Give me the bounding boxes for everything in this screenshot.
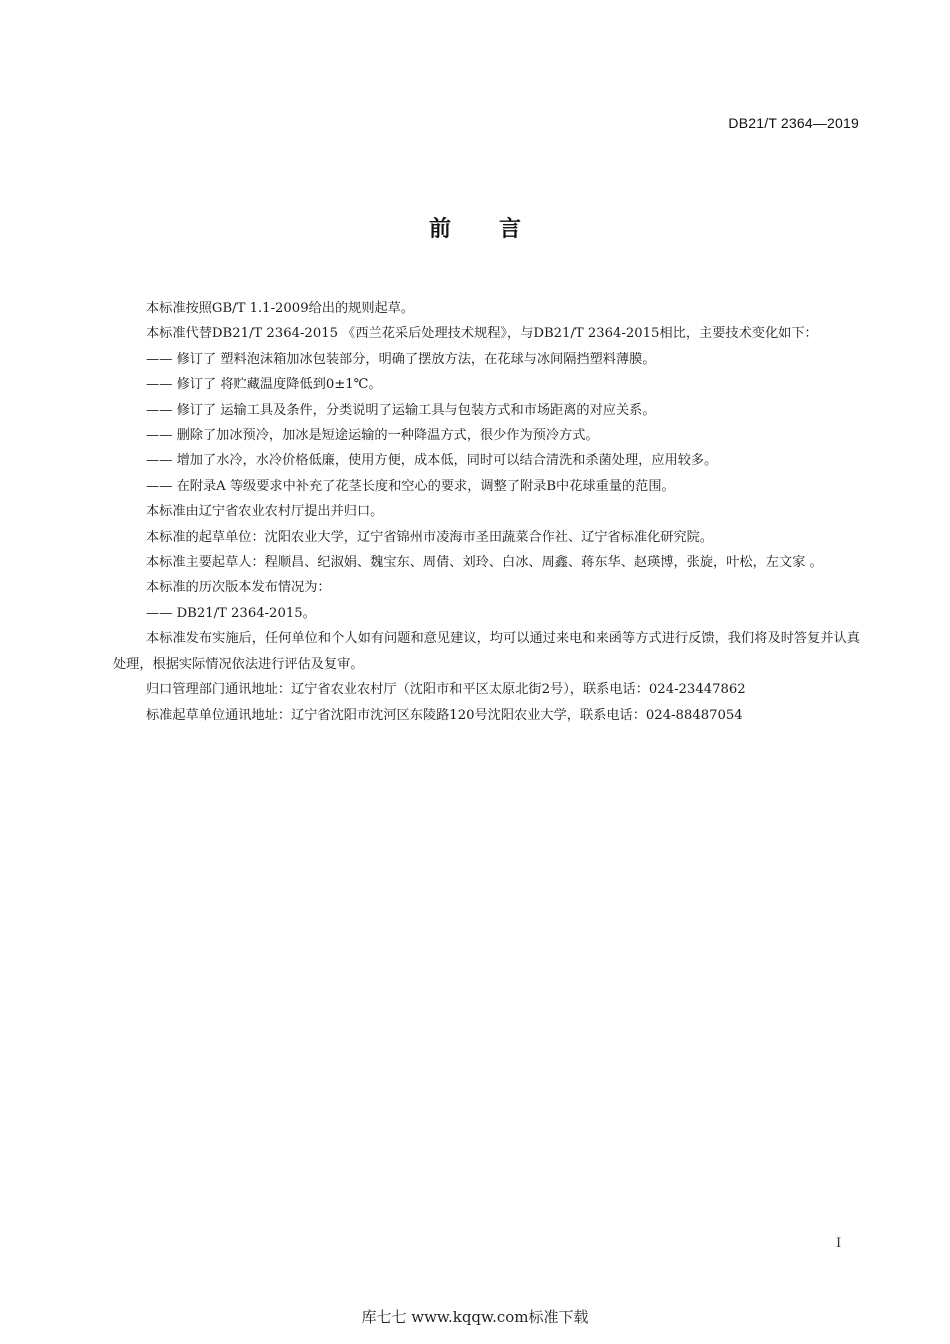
paragraph-history-intro: 本标准的历次版本发布情况为： [146,580,331,596]
paragraph-authority-address: 归口管理部门通讯地址：辽宁省农业农村厅（沈阳市和平区太原北街2号），联系电话：024-23447862 [146,682,746,698]
paragraph-proposer: 本标准由辽宁省农业农村厅提出并归口。 [146,504,384,520]
paragraph-drafters: 本标准主要起草人：程顺昌、纪淑娟、魏宝东、周倩、刘玲、白冰、周鑫、蒋东华、赵瑛博，张旋，叶松，左文家 。 [146,555,823,571]
change-item-storage-temp: —— 修订了 将贮藏温度降低到0±1℃。 [146,377,382,393]
page-title: 前言 [428,217,569,242]
change-item-water-cooling: —— 增加了水冷，水冷价格低廉，使用方便，成本低，同时可以结合清洗和杀菌处理，应用较多。 [146,453,718,469]
standard-code-header: DB21/T 2364—2019 [728,115,859,131]
change-item-transport: —— 修订了 运输工具及条件，分类说明了运输工具与包装方式和市场距离的对应关系。 [146,402,656,418]
paragraph-feedback: 本标准发布实施后，任何单位和个人如有问题和意见建议，均可以通过来电和来函等方式进行反馈，我们将及时答复并认真处理，根据实际情况依法进行评估及复审。 [113,631,860,672]
change-item-appendix: —— 在附录A 等级要求中补充了花茎长度和空心的要求，调整了附录B中花球重量的范围。 [146,478,675,494]
foreword-body [113,296,860,728]
watermark-footer: 库七七 www.kqqw.com标准下载 [361,1308,589,1326]
paragraph-drafter-address: 标准起草单位通讯地址：辽宁省沈阳市沈河区东陵路120号沈阳农业大学，联系电话：024-88487054 [146,707,743,723]
paragraph-drafting-units: 本标准的起草单位：沈阳农业大学，辽宁省锦州市凌海市圣田蔬菜合作社、辽宁省标准化研究院。 [146,529,714,545]
paragraph-replaces: 本标准代替DB21/T 2364-2015 《西兰花采后处理技术规程》，与DB21/T 2364-2015相比，主要技术变化如下： [146,326,818,342]
paragraph-drafting-rules: 本标准按照GB/T 1.1-2009给出的规则起草。 [146,301,415,316]
change-item-ice-precool: —— 删除了加冰预冷，加冰是短途运输的一种降温方式，很少作为预冷方式。 [146,428,599,444]
page-number: I [836,1236,842,1251]
change-item-packaging: —— 修订了 塑料泡沫箱加冰包装部分，明确了摆放方法，在花球与冰间隔挡塑料薄膜。 [146,351,656,367]
history-item: —— DB21/T 2364-2015。 [146,605,316,621]
